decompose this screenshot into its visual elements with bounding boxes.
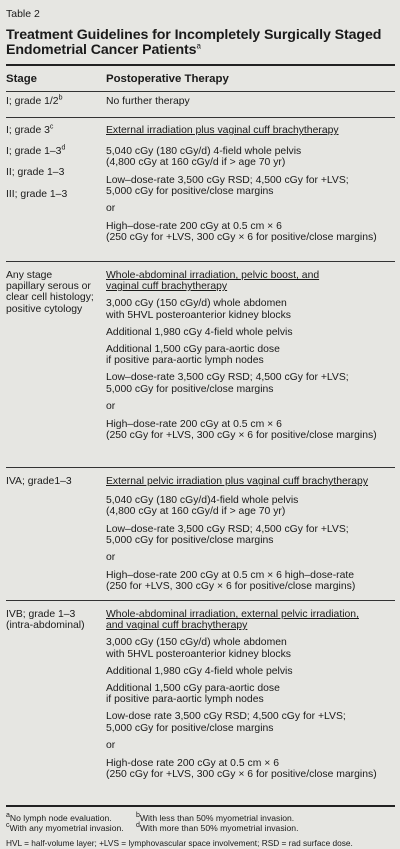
stage-cell: I; grade 3$^c$ I; grade 1–3$^d$ II; grade 1–3 III; grade 1–3: [6, 123, 68, 200]
footnote-c: $^c$With any myometrial invasion.: [6, 822, 124, 834]
table-row: [6, 468, 395, 600]
stage-cell: IVA; grade1–3: [6, 476, 72, 487]
stage-cell: IVB; grade 1–3 (intra-abdominal): [6, 609, 85, 632]
table-row: [6, 601, 395, 805]
stage-cell: I; grade 1/2$^b$: [6, 94, 63, 107]
abbreviation-note: HVL = half-volume layer; +LVS = lymphovascular space involvement; RSD = rad surface dose.: [6, 838, 353, 849]
table-row: [6, 262, 395, 467]
therapy-cell: No further therapy: [106, 96, 190, 107]
table-row: [6, 118, 395, 261]
bottom-rule: [6, 805, 395, 807]
therapy-heading-cont: vaginal cuff brachytherapy: [106, 281, 228, 293]
therapy-cell: Whole-abdominal irradiation, pelvic boost, and vaginal cuff brachytherapy 3,000 cGy (150 cGy/d) whole abdomen with 5HVL posteroanterior kidney blocks Additional 1,980 cGy 4-field whole pelvis Additional 1,500 cGy para-aortic dose if positive para-aortic lymph nodes Low–dose-rate 3,500 cGy RSD; 4,500 cGy for +LVS; 5,000 cGy for positive/close margins or High–dose-rate 200 cGy at 0.5 cm × 6 (250 cGy for +LVS, 300 cGy × 6 for positive/close margins): [106, 270, 395, 467]
therapy-cell: Whole-abdominal irradiation, external pelvic irradiation, and vaginal cuff brachytherapy 3,000 cGy (150 cGy/d) whole abdomen with 5HVL posteroanterior kidney blocks Additional 1,980 cGy 4-field whole pelvis Additional 1,500 cGy para-aortic dose if positive para-aortic lymph nodes Low-dose rate 3,500 cGy RSD; 4,500 cGy for +LVS; 5,000 cGy for positive/close margins or High-dose rate 200 cGy at 0.5 cm × 6 (250 cGy for +LVS, 300 cGy × 6 for positive/close margins): [106, 609, 395, 805]
column-header-row: [6, 66, 395, 91]
therapy-heading-cont: and vaginal cuff brachytherapy: [106, 620, 248, 632]
therapy-heading: Whole-abdominal irradiation, external pelvic irradiation,: [106, 609, 359, 620]
table-title: Treatment Guidelines for Incompletely Surgically Staged Endometrial Cancer Patients$^a$: [6, 27, 382, 58]
therapy-cell: External irradiation plus vaginal cuff brachytherapy 5,040 cGy (180 cGy/d) 4-field whole pelvis (4,800 cGy at 160 cGy/d if > age 70 yr) Low–dose-rate 3,500 cGy RSD; 4,500 cGy for +LVS; 5,000 cGy for positive/close margins or High–dose-rate 200 cGy at 0.5 cm × 6 (250 cGy for +LVS, 300 cGy × 6 for positive/close margins): [106, 125, 395, 261]
therapy-heading: External pelvic irradiation plus vaginal cuff brachytherapy: [106, 476, 369, 487]
table-label: Table 2: [6, 8, 40, 20]
stage-column-header: Stage: [6, 72, 38, 85]
footnote-a: $^a$No lymph node evaluation.: [6, 812, 112, 823]
stage-cell: Any stage papillary serous or clear cell histology; positive cytology: [6, 270, 94, 315]
therapy-cell: External pelvic irradiation plus vaginal cuff brachytherapy 5,040 cGy (180 cGy/d)4-field whole pelvis (4,800 cGy at 160 cGy/d if > age 70 yr) Low–dose-rate 3,500 cGy RSD; 4,500 cGy for +LVS; 5,000 cGy for positive/close margins or High–dose-rate 200 cGy at 0.5 cm × 6 high–dose-rate (250 for +LVS, 300 cGy × 6 for positive/close margins): [106, 476, 395, 600]
therapy-heading: Whole-abdominal irradiation, pelvic boost, and: [106, 270, 320, 281]
therapy-column-header: Postoperative Therapy: [106, 72, 229, 85]
therapy-heading: External irradiation plus vaginal cuff brachytherapy: [106, 125, 339, 136]
footnote-b: $^b$With less than 50% myometrial invasion.: [136, 812, 295, 823]
footnotes: [6, 813, 395, 849]
footnote-d: $^d$With more than 50% myometrial invasion.: [136, 822, 299, 834]
table-row: [6, 92, 395, 117]
